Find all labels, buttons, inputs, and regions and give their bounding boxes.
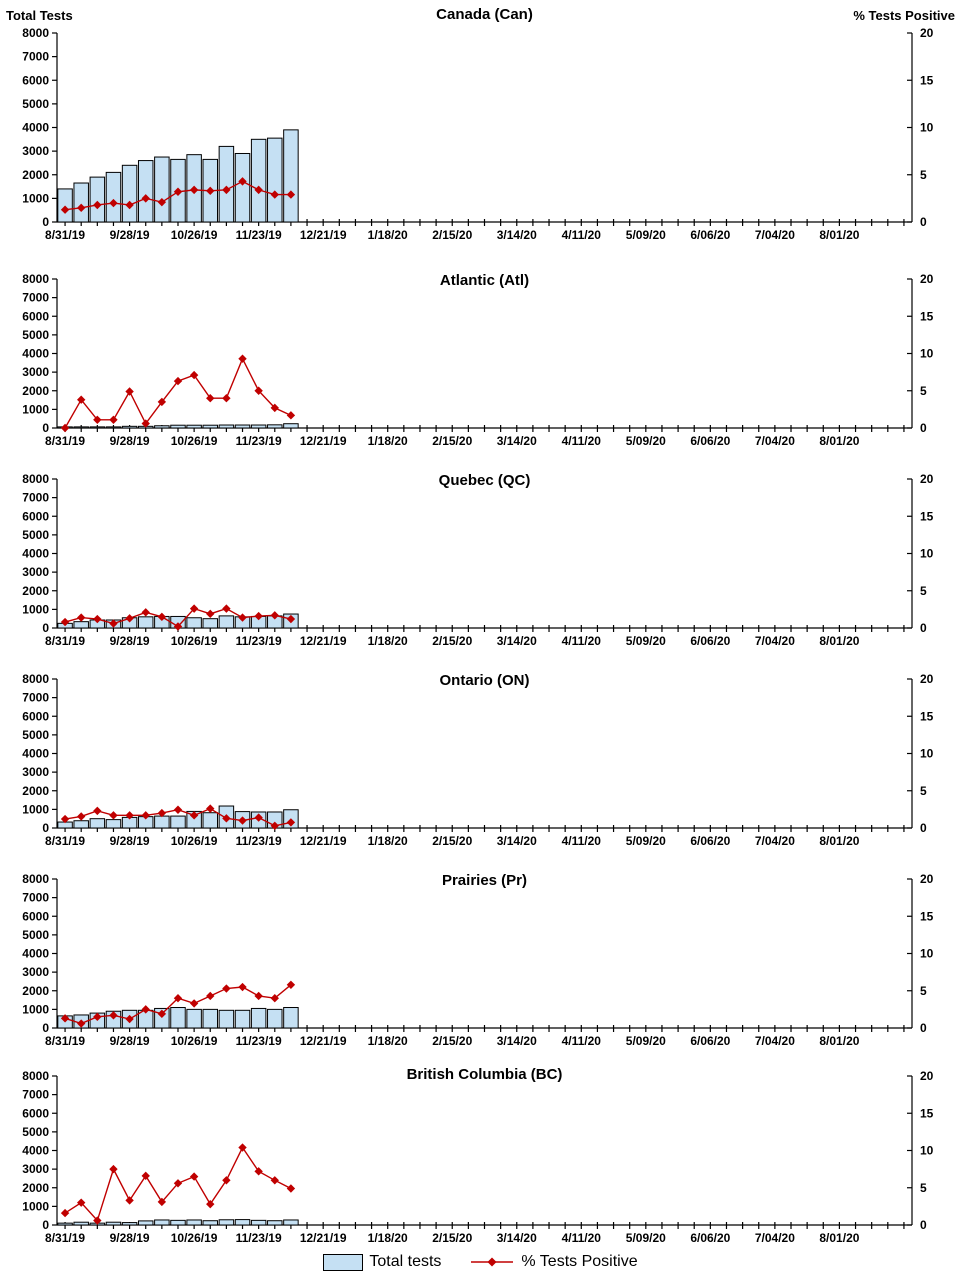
bar [106,1222,121,1225]
bar [155,157,170,222]
x-tick-label: 11/23/19 [235,228,282,242]
diamond-marker [222,604,230,612]
left-tick-label: 2000 [22,383,49,398]
left-tick-label: 4000 [22,120,49,135]
bar [251,1008,266,1028]
left-tick-label: 0 [42,421,49,435]
bar [138,1221,153,1225]
x-tick-label: 2/15/20 [432,1034,473,1048]
legend-bar-label: Total tests [369,1253,442,1270]
diamond-marker [271,1176,279,1184]
diamond-marker [206,804,214,812]
bars-total-tests [58,424,298,428]
x-tick-label: 2/15/20 [432,1231,473,1245]
diamond-marker [109,1165,117,1173]
right-tick-label: 15 [920,909,934,924]
left-tick-label: 0 [42,821,49,835]
x-tick-label: 10/26/19 [170,634,218,648]
x-tick-label: 4/11/20 [561,1034,601,1048]
bar [155,426,170,428]
right-tick-label: 10 [920,946,934,961]
left-tick-label: 3000 [22,144,49,159]
x-tick-label: 11/23/19 [235,1034,282,1048]
left-tick-label: 1000 [22,402,49,417]
x-tick-label: 7/04/20 [754,1034,795,1048]
left-tick-label: 1000 [22,1199,49,1214]
bar [284,424,299,428]
x-tick-label: 8/31/19 [45,834,86,848]
bar [203,1221,218,1225]
left-tick-label: 5000 [22,727,49,742]
diamond-marker [109,416,117,424]
bars-total-tests [58,130,298,222]
x-tick-label: 7/04/20 [754,1231,795,1245]
x-tick-label: 9/28/19 [109,228,150,242]
left-tick-label: 1000 [22,191,49,206]
chart-panel-5 [22,1069,933,1245]
bar [171,816,186,828]
x-tick-label: 5/09/20 [625,1231,666,1245]
x-tick-label: 11/23/19 [235,834,282,848]
left-tick-label: 3000 [22,765,49,780]
diamond-marker [109,811,117,819]
diamond-marker [93,807,101,815]
diamond-marker [238,355,246,363]
bar [74,821,89,828]
left-tick-label: 6000 [22,909,49,924]
bar [122,165,136,222]
diamond-marker [254,1167,262,1175]
left-tick-label: 1000 [22,602,49,617]
right-tick-label: 5 [920,583,927,598]
pct-positive-markers [61,1143,295,1224]
bar [171,1008,186,1028]
bar [122,1223,136,1225]
right-tick-label: 15 [920,1106,934,1121]
x-tick-label: 4/11/20 [561,434,601,448]
x-tick-label: 12/21/19 [299,1231,347,1245]
bar [203,1009,218,1028]
diamond-marker [190,1172,198,1180]
left-tick-label: 6000 [22,1106,49,1121]
left-tick-label: 8000 [22,272,49,286]
bar [268,425,283,428]
x-tick-label: 2/15/20 [432,434,473,448]
right-tick-label: 10 [920,1143,934,1158]
chart-title-atlantic: Atlantic (Atl) [439,272,530,289]
chart-title-prairies: Prairies (Pr) [441,872,528,889]
right-tick-label: 5 [920,983,927,998]
left-tick-label: 1000 [22,802,49,817]
right-tick-label: 10 [920,546,934,561]
x-tick-label: 5/09/20 [625,1034,666,1048]
bar [74,427,89,428]
x-tick-label: 8/01/20 [819,228,860,242]
diamond-marker [125,1196,133,1204]
chart-panel-0 [22,26,933,242]
bar [138,617,153,628]
diamond-marker [61,424,69,432]
x-tick-label: 4/11/20 [561,1231,601,1245]
left-tick-label: 0 [42,1218,49,1232]
diamond-marker [77,613,85,621]
left-tick-label: 4000 [22,946,49,961]
bar [106,820,121,828]
left-tick-label: 7000 [22,890,49,905]
x-tick-label: 8/31/19 [45,1231,86,1245]
chart-legend [0,1248,961,1276]
bar [155,1220,170,1225]
x-tick-label: 10/26/19 [170,1034,218,1048]
left-tick-label: 0 [42,1021,49,1035]
diamond-marker [287,1184,295,1192]
left-tick-label: 4000 [22,746,49,761]
diamond-marker [254,992,262,1000]
bar [268,1221,283,1225]
x-tick-label: 3/14/20 [496,1034,537,1048]
left-tick-label: 2000 [22,583,49,598]
diamond-marker [142,608,150,616]
chart-panel-3 [22,672,933,848]
left-tick-label: 2000 [22,167,49,182]
bar [219,146,234,222]
x-tick-label: 4/11/20 [561,834,601,848]
x-tick-label: 2/15/20 [432,228,473,242]
legend-item-total-tests [323,1253,441,1271]
right-tick-label: 0 [920,215,927,229]
right-tick-label: 20 [920,472,934,486]
pct-positive-markers [61,355,295,433]
bar [284,1008,299,1028]
right-tick-label: 10 [920,746,934,761]
x-tick-label: 1/18/20 [367,434,408,448]
bar [187,618,202,628]
chart-panel-4 [22,872,933,1048]
x-tick-label: 8/31/19 [45,434,86,448]
bar [284,130,299,222]
right-tick-label: 15 [920,73,934,88]
diamond-marker [238,1143,246,1151]
right-tick-label: 0 [920,821,927,835]
bar [58,189,73,222]
right-tick-label: 15 [920,509,934,524]
bar [219,1010,234,1028]
bar [187,1220,202,1225]
bar [251,1220,266,1225]
left-tick-label: 5000 [22,327,49,342]
left-tick-label: 3000 [22,565,49,580]
x-tick-label: 2/15/20 [432,834,473,848]
x-tick-label: 6/06/20 [690,634,731,648]
right-tick-label: 0 [920,621,927,635]
bar [268,138,283,222]
right-tick-label: 20 [920,672,934,686]
x-tick-label: 1/18/20 [367,834,408,848]
bar [90,177,105,222]
chart-title-british-columbia: British Columbia (BC) [406,1066,563,1083]
left-tick-label: 8000 [22,472,49,486]
left-tick-label: 7000 [22,1087,49,1102]
x-tick-label: 8/01/20 [819,1231,860,1245]
left-tick-label: 3000 [22,965,49,980]
line-marker-icon [469,1254,515,1270]
x-tick-label: 12/21/19 [299,228,347,242]
diamond-marker [238,983,246,991]
x-tick-label: 1/18/20 [367,228,408,242]
bar [203,813,218,828]
bar [203,619,218,628]
x-tick-label: 7/04/20 [754,228,795,242]
x-tick-label: 9/28/19 [109,834,150,848]
x-tick-label: 7/04/20 [754,834,795,848]
x-tick-label: 10/26/19 [170,434,218,448]
diamond-marker [190,999,198,1007]
diamond-marker [206,394,214,402]
diamond-marker [125,387,133,395]
x-tick-label: 1/18/20 [367,1231,408,1245]
bar [74,183,89,222]
left-tick-label: 6000 [22,509,49,524]
left-tick-label: 5000 [22,927,49,942]
x-tick-label: 5/09/20 [625,228,666,242]
bar [138,161,153,222]
bar [187,425,202,428]
x-tick-label: 3/14/20 [496,634,537,648]
legend-item-pct-positive [469,1253,637,1271]
diamond-marker [222,984,230,992]
left-tick-label: 2000 [22,1180,49,1195]
left-tick-label: 7000 [22,690,49,705]
x-tick-label: 8/01/20 [819,634,860,648]
right-tick-label: 15 [920,709,934,724]
right-tick-label: 0 [920,1021,927,1035]
x-tick-label: 4/11/20 [561,634,601,648]
bar [235,1010,250,1028]
x-tick-label: 1/18/20 [367,1034,408,1048]
chart-panel-2 [22,472,933,648]
diamond-marker [287,411,295,419]
x-tick-label: 5/09/20 [625,834,666,848]
x-tick-label: 6/06/20 [690,228,731,242]
left-axis-title: Total Tests [6,8,73,23]
bar [90,427,105,428]
right-tick-label: 5 [920,1180,927,1195]
right-tick-label: 0 [920,421,927,435]
right-tick-label: 5 [920,167,927,182]
bar [235,425,250,428]
x-tick-label: 8/31/19 [45,1034,86,1048]
left-tick-label: 3000 [22,1162,49,1177]
x-tick-label: 3/14/20 [496,834,537,848]
left-tick-label: 5000 [22,527,49,542]
left-tick-label: 3000 [22,365,49,380]
bar [74,1222,89,1225]
left-tick-label: 0 [42,621,49,635]
bar [235,1220,250,1225]
x-tick-label: 11/23/19 [235,634,282,648]
diamond-marker [206,992,214,1000]
bar [106,172,121,222]
x-tick-label: 10/26/19 [170,228,218,242]
x-tick-label: 9/28/19 [109,1231,150,1245]
x-tick-label: 3/14/20 [496,228,537,242]
bar [74,622,89,628]
right-tick-label: 10 [920,346,934,361]
left-tick-label: 2000 [22,783,49,798]
right-axis-title: % Tests Positive [853,8,955,23]
bar [187,1009,202,1028]
x-tick-label: 2/15/20 [432,634,473,648]
diamond-marker [142,1172,150,1180]
x-tick-label: 12/21/19 [299,1034,347,1048]
x-tick-label: 3/14/20 [496,434,537,448]
right-tick-label: 20 [920,1069,934,1083]
diamond-marker [190,371,198,379]
x-tick-label: 6/06/20 [690,434,731,448]
diamond-marker [77,812,85,820]
chart-title-quebec: Quebec (QC) [438,472,531,489]
x-tick-label: 5/09/20 [625,434,666,448]
bar [268,1009,283,1028]
left-tick-label: 8000 [22,672,49,686]
chart-title-canada: Canada (Can) [436,6,533,23]
left-tick-label: 8000 [22,26,49,40]
diamond-marker [222,394,230,402]
bar [219,425,234,428]
diamond-marker [206,1200,214,1208]
right-tick-label: 20 [920,872,934,886]
left-tick-label: 8000 [22,1069,49,1083]
x-tick-label: 7/04/20 [754,434,795,448]
x-tick-label: 6/06/20 [690,1034,731,1048]
right-tick-label: 20 [920,272,934,286]
left-tick-label: 1000 [22,1002,49,1017]
bar [90,819,105,828]
right-tick-label: 15 [920,309,934,324]
x-tick-label: 9/28/19 [109,434,150,448]
x-tick-label: 9/28/19 [109,634,150,648]
bar [235,153,250,222]
left-tick-label: 4000 [22,346,49,361]
left-tick-label: 0 [42,215,49,229]
x-tick-label: 1/18/20 [367,634,408,648]
x-tick-label: 9/28/19 [109,1034,150,1048]
x-tick-label: 8/31/19 [45,228,86,242]
left-tick-label: 7000 [22,490,49,505]
bar [251,139,266,222]
bar [58,1223,73,1225]
bar [106,427,121,428]
x-tick-label: 12/21/19 [299,434,347,448]
left-tick-label: 4000 [22,546,49,561]
diamond-marker [61,1209,69,1217]
left-tick-label: 2000 [22,983,49,998]
x-tick-label: 7/04/20 [754,634,795,648]
bar [203,425,218,428]
bar-swatch-icon [323,1254,363,1271]
x-tick-label: 10/26/19 [170,1231,218,1245]
x-tick-label: 8/01/20 [819,434,860,448]
x-tick-label: 8/01/20 [819,1034,860,1048]
diamond-marker [206,610,214,618]
left-tick-label: 5000 [22,96,49,111]
right-tick-label: 5 [920,783,927,798]
bar [219,1220,234,1225]
x-tick-label: 11/23/19 [235,1231,282,1245]
left-tick-label: 6000 [22,73,49,88]
x-tick-label: 3/14/20 [496,1231,537,1245]
chart-panel-1 [22,272,933,448]
left-tick-label: 7000 [22,290,49,305]
bar [122,426,136,428]
diamond-marker [174,806,182,814]
x-tick-label: 6/06/20 [690,834,731,848]
x-tick-label: 4/11/20 [561,228,601,242]
x-tick-label: 8/01/20 [819,834,860,848]
x-tick-label: 12/21/19 [299,634,347,648]
x-tick-label: 12/21/19 [299,834,347,848]
right-tick-label: 5 [920,383,927,398]
bar [284,1220,299,1225]
x-tick-label: 11/23/19 [235,434,282,448]
bar [171,1220,186,1225]
legend-line-label: % Tests Positive [521,1253,638,1270]
x-tick-label: 10/26/19 [170,834,218,848]
left-tick-label: 7000 [22,49,49,64]
left-tick-label: 8000 [22,872,49,886]
left-tick-label: 6000 [22,309,49,324]
bar [219,616,234,628]
right-tick-label: 20 [920,26,934,40]
left-tick-label: 4000 [22,1143,49,1158]
bar [251,425,266,428]
left-tick-label: 6000 [22,709,49,724]
x-tick-label: 6/06/20 [690,1231,731,1245]
bar [155,816,170,828]
x-tick-label: 8/31/19 [45,634,86,648]
bar [171,425,186,428]
right-tick-label: 0 [920,1218,927,1232]
left-tick-label: 5000 [22,1124,49,1139]
right-tick-label: 10 [920,120,934,135]
chart-title-ontario: Ontario (ON) [439,672,530,689]
diamond-marker [222,1176,230,1184]
x-tick-label: 5/09/20 [625,634,666,648]
